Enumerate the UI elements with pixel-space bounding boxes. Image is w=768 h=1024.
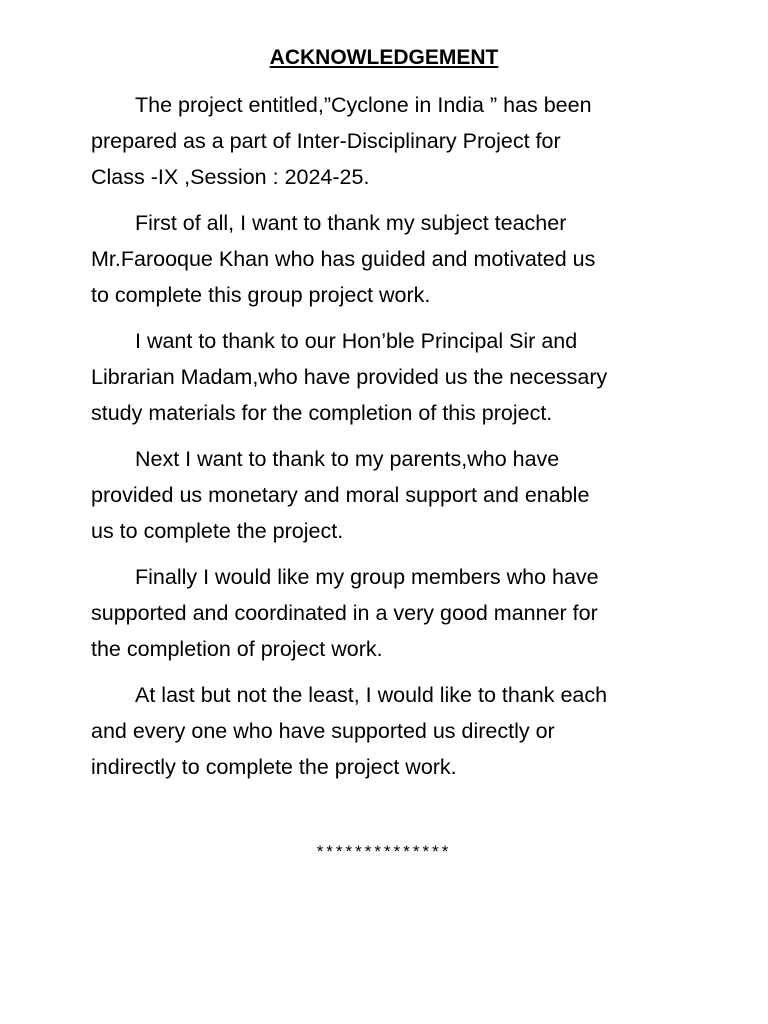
document-body: [91, 87, 691, 795]
end-marker: **************: [316, 842, 452, 861]
paragraph-line: and every one who have supported us directly or: [91, 719, 555, 743]
paragraph-line: provided us monetary and moral support and enable: [91, 483, 590, 507]
paragraph-closing: [91, 677, 691, 785]
paragraph-line: study materials for the completion of this project.: [91, 401, 553, 425]
paragraph-group-members: [91, 559, 691, 667]
paragraph-line: supported and coordinated in a very good manner for: [91, 601, 598, 625]
paragraph-line: Librarian Madam,who have provided us the necessary: [91, 365, 608, 389]
page-title: ACKNOWLEDGEMENT: [269, 46, 499, 69]
paragraph-intro: [91, 87, 691, 195]
paragraph-line: us to complete the project.: [91, 519, 344, 543]
paragraph-parents: [91, 441, 691, 549]
paragraph-line: Mr.Farooque Khan who has guided and motivated us: [91, 247, 596, 271]
paragraph-line: indirectly to complete the project work.: [91, 755, 457, 779]
paragraph-line: Finally I would like my group members who have: [135, 565, 599, 589]
paragraph-line: The project entitled,”Cyclone in India ” has been: [135, 93, 592, 117]
paragraph-line: prepared as a part of Inter-Disciplinary Project for: [91, 129, 561, 153]
paragraph-line: I want to thank to our Hon’ble Principal Sir and: [135, 329, 578, 353]
paragraph-line: Next I want to thank to my parents,who have: [135, 447, 560, 471]
paragraph-line: to complete this group project work.: [91, 283, 431, 307]
paragraph-line: Class -IX ,Session : 2024-25.: [91, 165, 370, 189]
paragraph-teacher: [91, 205, 691, 313]
paragraph-line: First of all, I want to thank my subject teacher: [135, 211, 567, 235]
paragraph-principal: [91, 323, 691, 431]
paragraph-line: the completion of project work.: [91, 637, 383, 661]
paragraph-line: At last but not the least, I would like to thank each: [135, 683, 608, 707]
